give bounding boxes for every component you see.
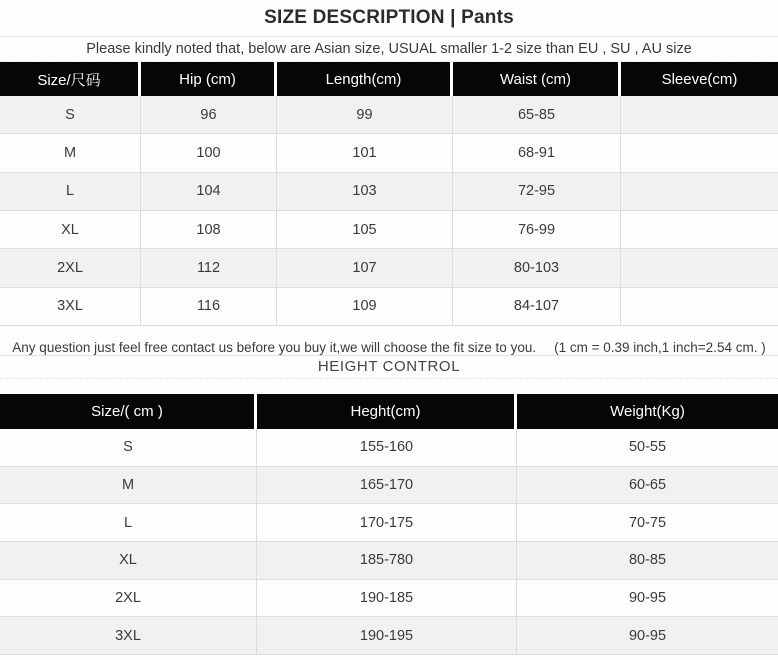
table-cell: 90-95 xyxy=(628,627,667,644)
header-size-cm: Size/( cm ) xyxy=(0,394,257,429)
table-cell xyxy=(621,249,778,286)
table-cell: XL xyxy=(0,211,141,248)
page-title: SIZE DESCRIPTION | Pants xyxy=(0,0,778,37)
table-cell xyxy=(621,288,778,325)
table-cell: 2XL xyxy=(0,580,257,617)
table-cell: 84-107 xyxy=(453,288,621,325)
table-cell: XL xyxy=(0,542,257,579)
header-height: Heght(cm) xyxy=(257,394,517,429)
table-cell: 185-780 xyxy=(257,542,517,579)
table-body xyxy=(0,96,778,326)
table-cell: 3XL xyxy=(0,617,257,654)
table-cell: 68-91 xyxy=(453,134,621,171)
table-cell: 104 xyxy=(141,173,277,210)
table-row xyxy=(0,504,778,542)
table-cell: 190-195 xyxy=(257,617,517,654)
table-row xyxy=(0,96,778,134)
table-cell: 108 xyxy=(141,211,277,248)
table-header-row xyxy=(0,394,778,429)
table-cell: 50-55 xyxy=(628,439,667,456)
unit-conversion-note: (1 cm = 0.39 inch,1 inch=2.54 cm. ) xyxy=(554,339,766,355)
table-cell: 105 xyxy=(277,211,453,248)
table-cell: 155-160 xyxy=(257,429,517,466)
table-row xyxy=(0,467,778,505)
table-cell: 190-185 xyxy=(257,580,517,617)
table-cell: 80-103 xyxy=(453,249,621,286)
table-cell: M xyxy=(0,467,257,504)
table-cell: 100 xyxy=(141,134,277,171)
section-gap xyxy=(0,379,778,394)
table-cell xyxy=(621,134,778,171)
table-cell: 90-95 xyxy=(628,589,667,606)
table-cell: 170-175 xyxy=(257,504,517,541)
table-cell xyxy=(621,211,778,248)
table-cell: S xyxy=(0,96,141,133)
header-weight: Weight(Kg) xyxy=(517,394,778,429)
table-cell: M xyxy=(0,134,141,171)
table-row xyxy=(0,617,778,655)
table-cell: 116 xyxy=(141,288,277,325)
table-cell: L xyxy=(0,173,141,210)
table-cell: 96 xyxy=(141,96,277,133)
asian-size-note: Please kindly noted that, below are Asian size, USUAL smaller 1-2 size than EU , SU , AU size xyxy=(0,37,778,62)
table-cell xyxy=(621,96,778,133)
height-control-table xyxy=(0,394,778,655)
table-cell: 109 xyxy=(277,288,453,325)
table-cell xyxy=(621,173,778,210)
table-header-row xyxy=(0,62,778,96)
contact-note-text: Any question just feel free contact us before you buy it,we will choose the fit size to you. xyxy=(12,339,537,355)
table-row xyxy=(0,211,778,249)
header-size: Size/尺码 xyxy=(0,62,141,96)
table-cell: S xyxy=(0,429,257,466)
header-hip: Hip (cm) xyxy=(141,62,277,96)
table-row xyxy=(0,542,778,580)
table-cell: 103 xyxy=(277,173,453,210)
table-cell: L xyxy=(0,504,257,541)
table-cell: 101 xyxy=(277,134,453,171)
table-cell: 3XL xyxy=(0,288,141,325)
header-waist: Waist (cm) xyxy=(453,62,621,96)
table-row xyxy=(0,580,778,618)
pants-size-table xyxy=(0,62,778,326)
table-cell: 70-75 xyxy=(628,514,667,531)
header-sleeve: Sleeve(cm) xyxy=(621,62,778,96)
table-cell: 65-85 xyxy=(453,96,621,133)
table-cell: 80-85 xyxy=(628,552,667,569)
table-row xyxy=(0,134,778,172)
table-row xyxy=(0,173,778,211)
table-cell: 76-99 xyxy=(453,211,621,248)
table-cell: 112 xyxy=(141,249,277,286)
table-row xyxy=(0,249,778,287)
table-cell: 2XL xyxy=(0,249,141,286)
height-control-heading: HEIGHT CONTROL xyxy=(0,355,778,379)
table-body xyxy=(0,429,778,655)
table-row xyxy=(0,288,778,326)
table-cell: 99 xyxy=(277,96,453,133)
table-cell: 60-65 xyxy=(628,476,667,493)
table-row xyxy=(0,429,778,467)
contact-note xyxy=(0,340,778,355)
table-cell: 72-95 xyxy=(453,173,621,210)
header-length: Length(cm) xyxy=(277,62,453,96)
table-cell: 107 xyxy=(277,249,453,286)
table-cell: 165-170 xyxy=(257,467,517,504)
